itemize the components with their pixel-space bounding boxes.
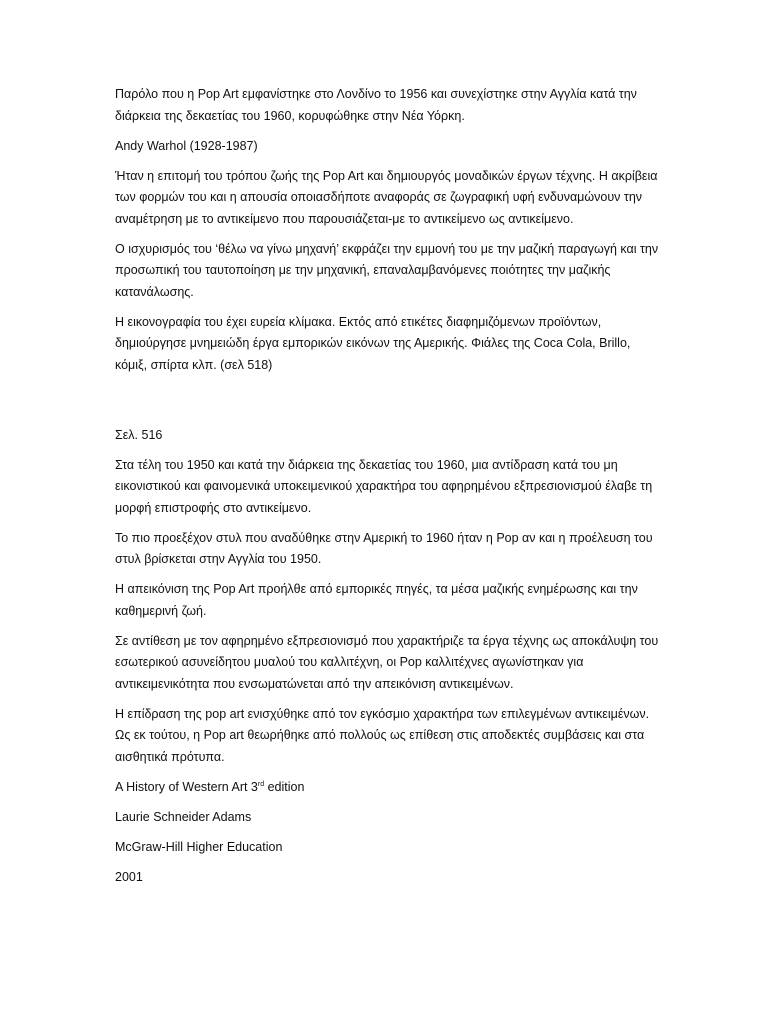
- reference-title: [115, 777, 660, 799]
- warhol-description-paragraph: Ήταν η επιτομή του τρόπου ζωής της Pop Art και δημιουργός μοναδικών έργων τέχνης. Η ακρίβεια των φορμών του και η απουσία οποιασδήποτε αναφοράς σε ζωγραφική υφή ενδυναμώνουν την αναμέτρηση με το αντικείμενο που παρουσιάζεται-με το αντικείμενο ως αντικείμενο.: [115, 168, 658, 226]
- reference-author: Laurie Schneider Adams: [115, 809, 252, 824]
- prominent-style-paragraph: Το πιο προεξέχον στυλ που αναδύθηκε στην Αμερική το 1960 ήταν η Pop αν και η προέλευση του στυλ βρίσκεται στην Αγγλία του 1950.: [115, 530, 653, 566]
- intro-paragraph: Παρόλο που η Pop Art εμφανίστηκε στο Λονδίνο το 1956 και συνεχίστηκε στην Αγγλία κατά την διάρκεια της δεκαετίας του 1960, κορυφώθηκε στην Νέα Υόρκη.: [115, 87, 637, 123]
- reference-year: 2001: [115, 869, 143, 884]
- contrast-paragraph: Σε αντίθεση με τον αφηρημένο εξπρεσιονισμό που χαρακτήριζε τα έργα τέχνης ως αποκάλυψη του εσωτερικού ασυνείδητου μυαλού του καλλιτέχνη, οι Pop καλλιτέχνες αγωνίστηκαν για αντικειμενικότητα που ενσωματώνεται από την απεικόνιση αντικειμένων.: [115, 633, 659, 691]
- iconography-paragraph: Η εικονογραφία του έχει ευρεία κλίμακα. Εκτός από ετικέτες διαφημιζόμενων προϊόντων, δημιούργησε μνημειώδη έργα εμπορικών εικόνων της Αμερικής. Φιάλες της Coca Cola, Brillo, κόμιξ, σπίρτα κλπ. (σελ 518): [115, 314, 631, 372]
- reaction-paragraph: Στα τέλη του 1950 και κατά την διάρκεια της δεκαετίας του 1960, μια αντίδραση κατά του μη εικονιστικού και φαινομενικά υποκειμενικού χαρακτήρα του αφηρημένου εξπρεσιονισμού έλαβε τη μορφή επιστροφής στο αντικείμενο.: [115, 457, 653, 515]
- influence-paragraph: Η επίδραση της pop art ενισχύθηκε από τον εγκόσμιο χαρακτήρα των επιλεγμένων αντικειμένων. Ως εκ τούτου, η Pop art θεωρήθηκε από πολλούς ως επίθεση στις αποδεκτές συμβάσεις και στα αισθητικά πρότυπα.: [115, 706, 650, 764]
- page-reference-heading: Σελ. 516: [115, 427, 163, 442]
- reference-title-end: edition: [264, 779, 305, 794]
- artist-heading: Andy Warhol (1928-1987): [115, 138, 258, 153]
- reference-title-superscript: rd: [257, 780, 265, 788]
- reference-publisher: McGraw-Hill Higher Education: [115, 839, 283, 854]
- section-gap: [115, 385, 660, 425]
- document-body: [115, 84, 660, 897]
- machine-quote-paragraph: Ο ισχυρισμός του ‘θέλω να γίνω μηχανή’ εκφράζει την εμμονή του με την μαζική παραγωγή και την προσωπική του ταυτοποίηση με την μηχανική, επαναλαμβανόμενες ποιότητες την μαζικής κατανάλωσης.: [115, 241, 659, 299]
- reference-title-main: A History of Western Art 3: [115, 779, 258, 794]
- imagery-sources-paragraph: Η απεικόνιση της Pop Art προήλθε από εμπορικές πηγές, τα μέσα μαζικής ενημέρωσης και την καθημερινή ζωή.: [115, 582, 638, 618]
